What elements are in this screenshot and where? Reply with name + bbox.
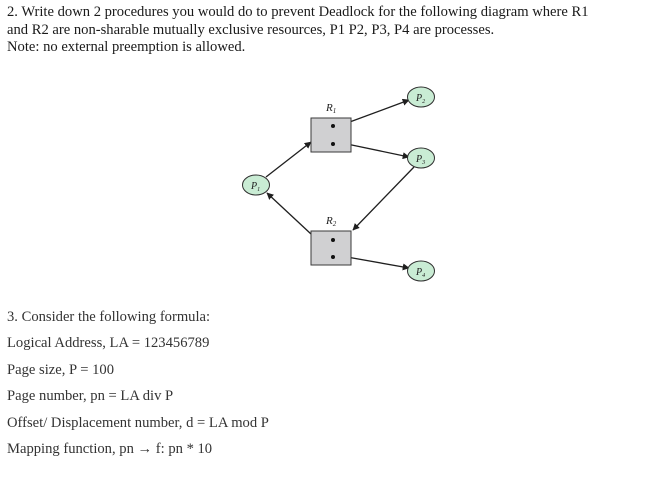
formula-line: Page number, pn = LA div P [7, 388, 174, 405]
question-2-line: Note: no external preemption is allowed. [7, 39, 246, 55]
question-3-heading: 3. Consider the following formula: [7, 309, 211, 325]
edge-r2-p4 [347, 257, 409, 268]
question-3 [7, 307, 269, 465]
edge-r1-p3 [347, 144, 409, 157]
question-2-line: and R2 are non-sharable mutually exclusive resources, P1 P2, P3, P4 are processes. [7, 21, 495, 38]
process-p3-label: $P_3$ [416, 154, 426, 166]
resource-r1-label: R1 [326, 102, 337, 115]
resource-r2-label: R2 [326, 215, 337, 228]
resource-r2 [311, 215, 351, 265]
resource-r2-box [311, 231, 351, 265]
formula-line: Offset/ Displacement number, d = LA mod P [7, 414, 269, 431]
edge-p3-r2 [353, 167, 414, 230]
formula-line: Mapping function, pn → f: pn * 10 [7, 440, 213, 457]
resource-instance-dot [331, 142, 335, 146]
edge-p1-r1 [266, 142, 311, 177]
edge-r1-p2 [347, 100, 409, 123]
process-p1 [243, 175, 270, 195]
formula-line: Logical Address, LA = 123456789 [7, 335, 210, 352]
question-2-line: 2. Write down 2 procedures you would do to prevent Deadlock for the following diagram where R1 [7, 4, 589, 20]
formula-line: Page size, P = 100 [7, 361, 114, 378]
process-p2-label: $P_2$ [416, 93, 426, 105]
resource-r1-box [311, 118, 351, 152]
resource-instance-dot [331, 238, 335, 242]
process-p4-label: $P_4$ [416, 267, 426, 279]
resource-instance-dot [331, 255, 335, 259]
resource-instance-dot [331, 124, 335, 128]
process-p4 [408, 261, 435, 281]
resource-r1 [311, 102, 351, 152]
process-p2 [408, 87, 435, 107]
edge-r2-p1 [267, 193, 311, 234]
process-p3 [408, 148, 435, 168]
process-p1-label: $P_1$ [251, 181, 261, 193]
